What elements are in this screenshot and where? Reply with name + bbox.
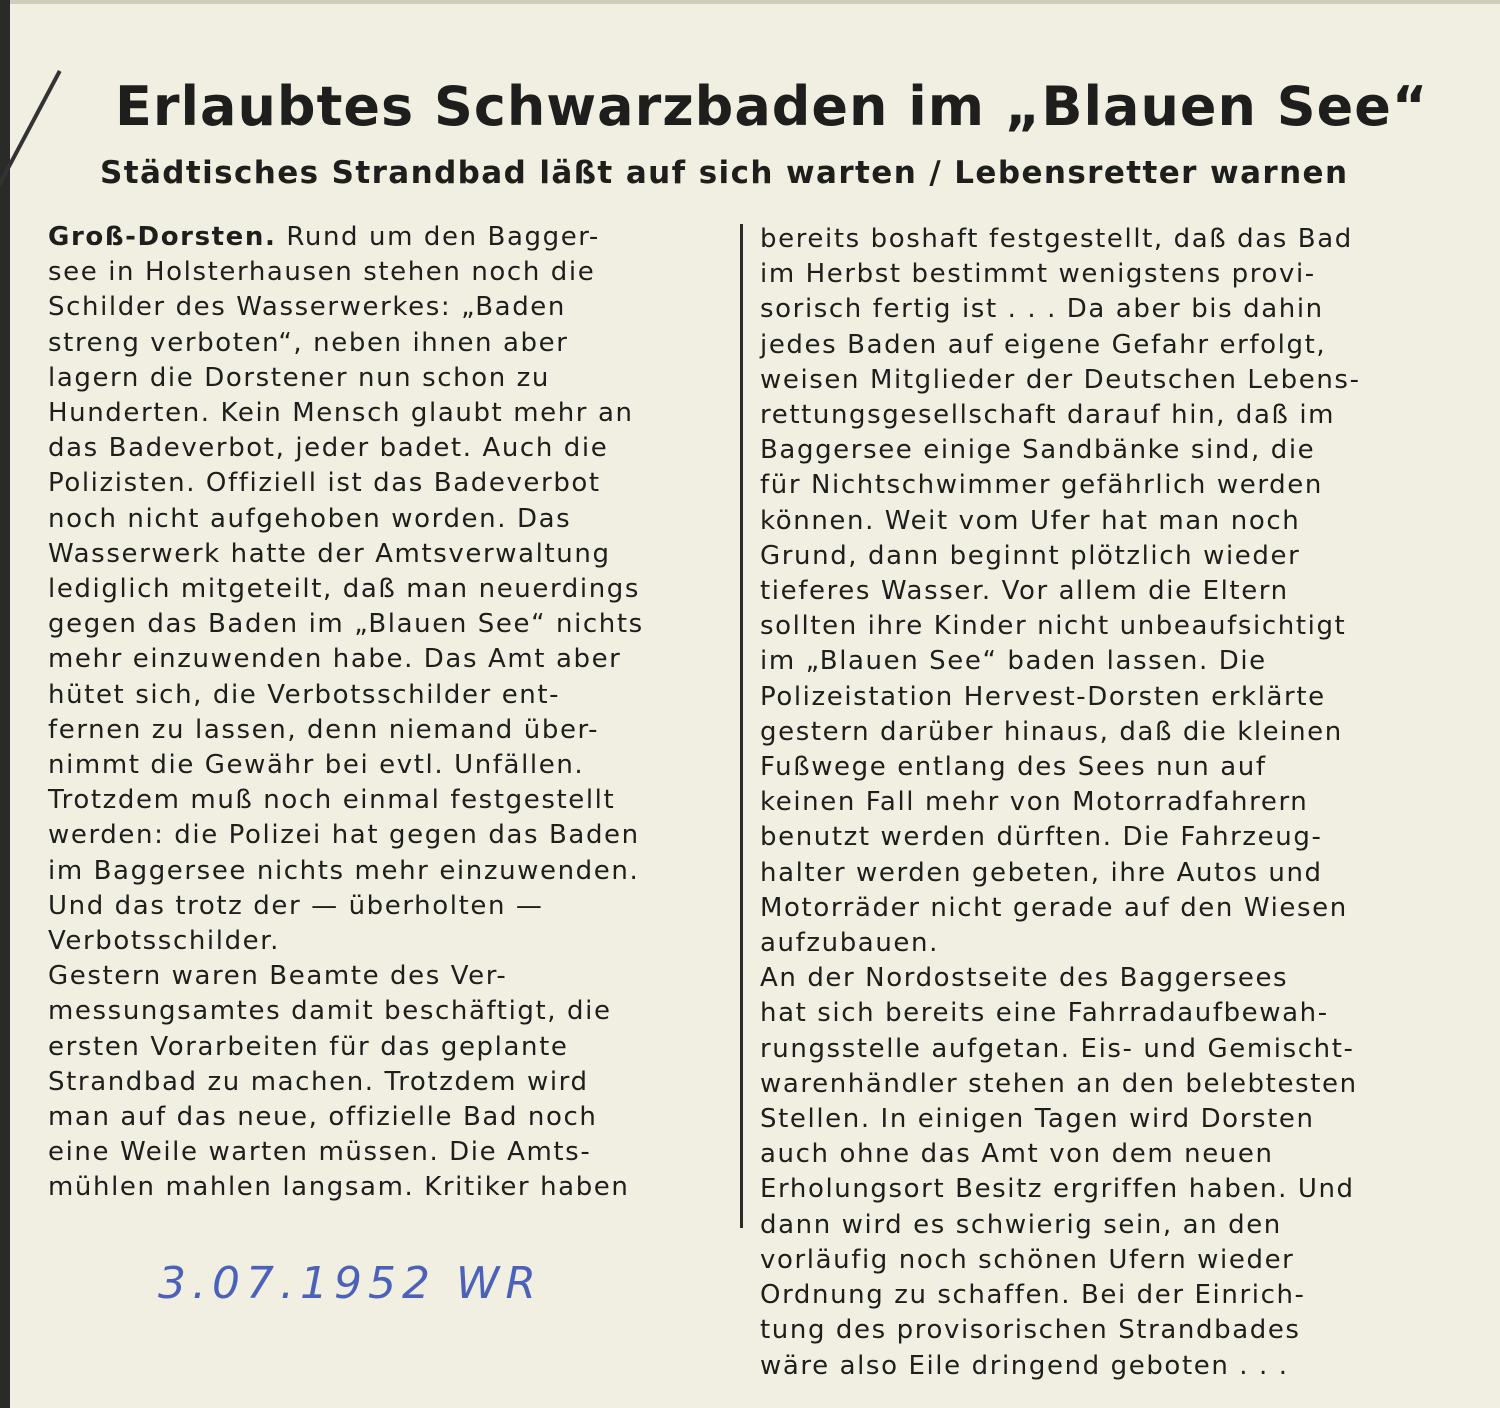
scan-left-edge (0, 0, 10, 1408)
article-paragraph: bereits boshaft festgestellt, daß das Bad im Herbst bestimmt wenigstens provi- sorisch fertig ist . . . Da aber bis dahin jedes Baden auf eigene Gefahr erfolgt, weisen Mitglieder der Deutschen Lebens- rettungsgesellschaft darauf hin, daß im Baggersee einige Sandbänke sind, die für Nichtschwimmer gefährlich werden können. Weit vom Ufer hat man noch Grund, dann beginnt plötzlich wieder tieferes Wasser. Vor allem die Eltern sollten ihre Kinder nicht unbeaufsichtigt im „Blauen See“ baden lassen. Die Polizeistation Hervest-Dorsten erklärte gestern darüber hinaus, daß die kleinen Fußwege entlang des Sees nun auf keinen Fall mehr von Motorradfahrern benutzt werden dürften. Die Fahrzeug- halter werden gebeten, ihre Autos und Motorräder nicht gerade auf den Wiesen aufzubauen. (760, 224, 1361, 959)
column-divider (740, 224, 743, 1228)
handwritten-date-note: 3.07.1952 WR (158, 1258, 542, 1309)
article-dateline: Groß-Dorsten. (48, 222, 277, 252)
article-subheadline: Städtisches Strandbad läßt auf sich warten / Lebensretter warnen (100, 155, 1349, 191)
article-headline: Erlaubtes Schwarzbaden im „Blauen See“ (115, 75, 1429, 138)
paper-top-edge (0, 0, 1500, 4)
article-paragraph: Gestern waren Beamte des Ver- messungsamtes damit beschäftigt, die ersten Vorarbeiten für das geplante Strandbad zu machen. Trotzdem wird man auf das neue, offizielle Bad noch eine Weile warten müssen. Die Amts- mühlen mahlen langsam. Kritiker haben (48, 961, 630, 1203)
paragraph-text: Rund um den Bagger- see in Holsterhausen stehen noch die Schilder des Wasserwerkes: „Baden streng verboten“, neben ihnen aber lagern die Dorstener nun schon zu Hunderten. Kein Mensch glaubt mehr an das Badeverbot, jeder badet. Auch die Polizisten. Offiziell ist das Badeverbot noch nicht aufgehoben worden. Das Wasserwerk hatte der Amtsverwaltung lediglich mitgeteilt, daß man neuerdings gegen das Baden im „Blauen See“ nichts mehr einzuwenden habe. Das Amt aber hütet sich, die Verbotsschilder ent- fernen zu lassen, denn niemand über- nimmt die Gewähr bei evtl. Unfällen. Trotzdem muß noch einmal festgestellt werden: die Polizei hat gegen das Baden im Baggersee nichts mehr einzuwenden. Und das trotz der — überholten — Verbotsschilder. (48, 222, 644, 957)
article-column-left (48, 220, 734, 1206)
article-paragraph: An der Nordostseite des Baggersees hat sich bereits eine Fahrradaufbewah- rungsstelle aufgetan. Eis- und Gemischt- warenhändler stehen an den belebtesten Stellen. In einigen Tagen wird Dorsten auch ohne das Amt von dem neuen Erholungsort Besitz ergriffen haben. Und dann wird es schwierig sein, an den vorläufig noch schönen Ufern wieder Ordnung zu schaffen. Bei der Einrich- tung des provisorischen Strandbades wäre also Eile dringend geboten . . . (760, 963, 1358, 1381)
article-column-right (760, 222, 1448, 1384)
article-paragraph (48, 220, 734, 959)
